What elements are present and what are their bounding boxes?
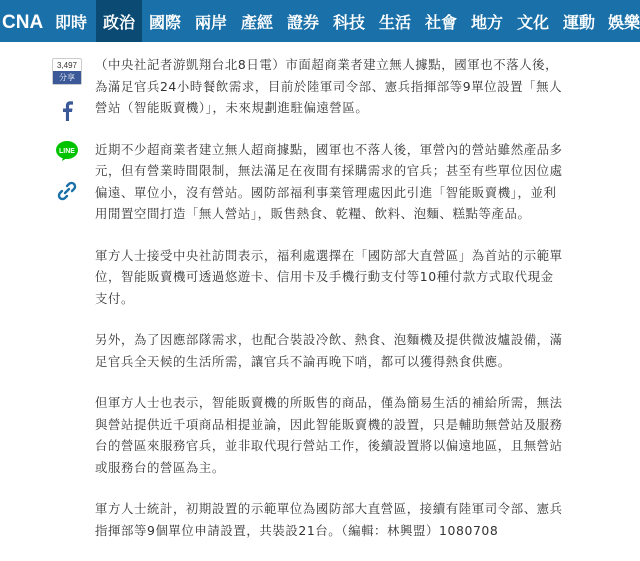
- main-nav: [46, 0, 640, 42]
- line-icon[interactable]: [53, 137, 81, 165]
- nav-item-business[interactable]: 產經: [240, 12, 273, 32]
- line-icon-label: LINE: [59, 148, 75, 155]
- article-paragraph: （中央社記者游凱翔台北8日電）市面超商業者建立無人據點，國軍也不落人後，為滿足官兵24小時餐飲需求，目前於陸軍司令部、憲兵指揮部等9單位設置「無人營站（智能販賣機）」，未來規劃進駐偏遠營區。: [95, 57, 563, 115]
- facebook-share-button[interactable]: 分享: [53, 71, 81, 84]
- nav-item-culture[interactable]: 文化: [516, 12, 549, 32]
- top-navigation-bar: [0, 0, 640, 42]
- facebook-share-counter[interactable]: [52, 58, 82, 85]
- nav-item-instant[interactable]: 即時: [54, 12, 87, 32]
- nav-item-cross-strait[interactable]: 兩岸: [194, 12, 227, 32]
- share-sidebar: [52, 58, 82, 205]
- nav-item-politics[interactable]: 政治: [96, 0, 142, 42]
- nav-item-lifestyle[interactable]: 生活: [378, 12, 411, 32]
- nav-item-entertainment[interactable]: 娛樂: [608, 12, 640, 32]
- article-paragraph: 軍方人士統計，初期設置的示範單位為國防部大直營區，接續有陸軍司令部、憲兵指揮部等9個單位申請設置，共裝設21台。（編輯：林興盟）1080708: [95, 501, 563, 538]
- nav-item-local[interactable]: 地方: [470, 12, 503, 32]
- share-count: 3,497: [56, 61, 78, 70]
- logo-text: CNA: [2, 12, 44, 32]
- article-paragraph: 另外，為了因應部隊需求，也配合裝設冷飲、熱食、泡麵機及提供微波爐設備，滿足官兵全天候的生活所需，讓官兵不論再晚下哨，都可以獲得熱食供應。: [95, 332, 563, 369]
- nav-item-securities[interactable]: 證券: [286, 12, 319, 32]
- cna-logo[interactable]: [0, 0, 46, 42]
- link-icon[interactable]: [53, 177, 81, 205]
- nav-item-technology[interactable]: 科技: [332, 12, 365, 32]
- nav-item-international[interactable]: 國際: [148, 12, 181, 32]
- article-paragraph: 軍方人士接受中央社訪問表示，福利處選擇在「國防部大直營區」為首站的示範單位，智能販賣機可透過悠遊卡、信用卡及手機行動支付等10種付款方式取代現金支付。: [95, 247, 563, 306]
- article-paragraph: 但軍方人士也表示，智能販賣機的所販售的商品，僅為簡易生活的補給所需，無法與營站提供近千項商品相提並論，因此智能販賣機的設置，只是輔助無營站及服務台的營區來服務官兵，並非取代現行營站工作，後續設置將以偏遠地區，且無營站或服務台的營區為主。: [95, 395, 563, 475]
- article-body: [95, 54, 565, 561]
- article-area: [0, 42, 640, 557]
- article-paragraph: 近期不少超商業者建立無人超商據點，國軍也不落人後，軍營內的營站雖然產品多元，但有營業時間限制，無法滿足在夜間有採購需求的官兵；甚至有些單位因位處偏遠、單位小，沒有營站。國防部福利事業管理處因此引進「智能販賣機」，並利用閒置空間打造「無人營站」，販售熱食、乾糧、飲料、泡麵、糕點等產品。: [95, 141, 563, 221]
- facebook-icon[interactable]: [53, 97, 81, 125]
- nav-item-sports[interactable]: 運動: [562, 12, 595, 32]
- nav-item-society[interactable]: 社會: [424, 12, 457, 32]
